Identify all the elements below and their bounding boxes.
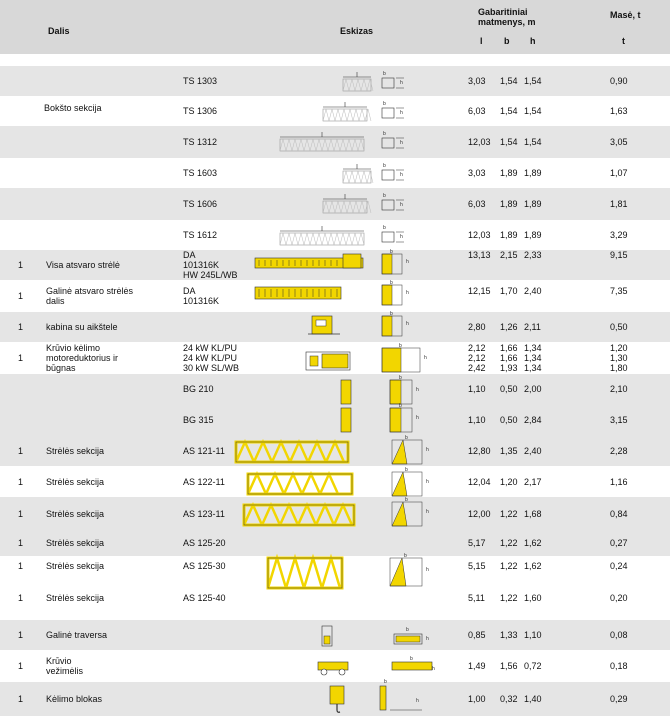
group-label-tower-1: Bokšto sekcija [44, 103, 102, 113]
height-cell: 1,62 [524, 561, 542, 571]
tower-section-side-sketch [323, 192, 367, 214]
length-cell: 6,03 [468, 106, 486, 116]
height-cell: 0,72 [524, 661, 542, 671]
length-cell: 1,10 [468, 414, 486, 425]
length-cell: 12,04 [468, 476, 491, 487]
model-cell: AS 125-40 [183, 593, 226, 603]
quantity-cell: 1 [18, 661, 24, 671]
sketch-dimension-label: h [406, 290, 409, 296]
quantity-cell: 1 [18, 322, 24, 332]
model-cell: AS 123-11 [183, 508, 225, 519]
length-cell: 1,49 [468, 661, 486, 671]
width-cell: 1,22 [500, 593, 518, 603]
width-cell: 0,50 [500, 384, 518, 394]
height-cell: 2,11 [524, 322, 541, 332]
table-header [0, 0, 670, 54]
height-cell: 1,60 [524, 593, 542, 603]
sketch-dimension-label: b [384, 679, 387, 685]
sketch-dimension-label: b [399, 343, 402, 349]
sketch-dimension-label: h [400, 234, 403, 240]
tower-section-side-sketch [343, 162, 371, 184]
mass-cell: 0,08 [610, 630, 628, 640]
length-cell: 2,12 2,12 2,42 [468, 343, 486, 373]
mass-cell: 2,10 [610, 384, 628, 394]
sketch-dimension-label: h [432, 666, 435, 672]
tower-section-side-sketch [323, 100, 367, 122]
mass-cell: 0,20 [610, 593, 628, 603]
quantity-cell: 1 [18, 593, 24, 603]
width-cell: 1,26 [500, 322, 518, 332]
section-end-view-sketch [380, 192, 408, 214]
sketch-dimension-label: b [399, 403, 402, 409]
length-cell: 5,15 [468, 561, 486, 571]
sketch-dimension-label: b [390, 311, 393, 317]
model-cell: TS 1312 [183, 137, 218, 147]
part-name-cell: Strėlės sekcija [46, 445, 105, 456]
width-cell: 1,22 [500, 508, 518, 519]
height-cell: 2,17 [524, 476, 542, 487]
part-name-cell: Krūvio vežimėlis [46, 656, 84, 676]
jib-section-as122-sketch [248, 474, 352, 494]
sketch-dimension-label: b [383, 101, 386, 107]
section-end-view-sketch [380, 130, 408, 152]
mass-cell: 3,05 [610, 137, 628, 147]
height-cell: 2,40 [524, 286, 542, 296]
mass-cell: 1,81 [610, 199, 628, 209]
mass-cell: 0,24 [610, 561, 628, 571]
sketch-dimension-label: b [410, 656, 413, 662]
part-name-cell: Krūvio kėlimo motoreduktorius ir būgnas [46, 343, 119, 373]
length-cell: 0,85 [468, 630, 486, 640]
rear-counter-jib-side-sketch [255, 283, 345, 305]
trolley-side-sketch [316, 656, 350, 678]
section-end-view-sketch [380, 224, 408, 246]
row-band [0, 66, 670, 96]
model-cell: DA 101316K HW 245L/WB [183, 250, 238, 280]
model-cell: AS 125-30 [183, 561, 226, 571]
model-cell: TS 1306 [183, 106, 218, 116]
quantity-cell: 1 [18, 508, 24, 519]
sketch-dimension-label: h [406, 259, 409, 265]
part-name-cell: Galinė traversa [46, 630, 108, 640]
height-cell: 1,54 [524, 106, 542, 116]
header-l: l [480, 36, 483, 46]
sketch-dimension-label: h [400, 202, 403, 208]
mass-cell: 2,28 [610, 445, 628, 456]
quantity-cell: 1 [18, 445, 24, 456]
length-cell: 5,17 [468, 538, 486, 548]
sketch-dimension-label: h [406, 321, 409, 327]
section-end-view-sketch [380, 162, 408, 184]
header-t: t [622, 36, 625, 46]
width-cell: 1,22 [500, 538, 518, 548]
sketch-dimension-label: b [405, 467, 408, 473]
model-cell: DA 101316K [183, 286, 220, 306]
header-dalis: Dalis [48, 26, 70, 36]
header-mase: Masė, t [610, 10, 641, 20]
sketch-dimension-label: b [405, 435, 408, 441]
mass-cell: 1,20 1,30 1,80 [610, 343, 628, 373]
height-cell: 2,40 [524, 445, 542, 456]
part-name-cell: kabina su aikštele [46, 322, 118, 332]
trolley-end-sketch [390, 656, 436, 678]
length-cell: 12,15 [468, 286, 491, 296]
length-cell: 3,03 [468, 168, 486, 178]
length-cell: 3,03 [468, 76, 486, 86]
model-cell: TS 1612 [183, 230, 218, 240]
model-cell: BG 315 [183, 414, 214, 425]
model-cell: TS 1603 [183, 168, 218, 178]
sketch-dimension-label: b [383, 71, 386, 77]
sketch-dimension-label: h [426, 447, 429, 453]
length-cell: 1,10 [468, 384, 486, 394]
mass-cell: 0,90 [610, 76, 628, 86]
part-name-cell: Strėlės sekcija [46, 508, 105, 519]
hoist-winch-side-sketch [306, 348, 352, 372]
header-eskizas: Eskizas [340, 26, 374, 36]
sketch-dimension-label: b [406, 627, 409, 633]
height-cell: 1,62 [524, 538, 542, 548]
width-cell: 1,56 [500, 661, 518, 671]
rear-traverse-end-sketch [392, 626, 432, 648]
model-cell: AS 121-11 [183, 445, 225, 456]
length-cell: 12,00 [468, 508, 491, 519]
section-end-view-sketch [380, 70, 408, 92]
row-band [0, 374, 670, 435]
sketch-dimension-label: b [383, 193, 386, 199]
header-b: b [504, 36, 510, 46]
model-cell: AS 122-11 [183, 476, 225, 487]
mass-cell: 7,35 [610, 286, 628, 296]
part-name-cell: Galinė atsvaro strėlės dalis [46, 286, 134, 306]
width-cell: 1,54 [500, 137, 518, 147]
quantity-cell: 1 [18, 561, 24, 571]
sketch-dimension-label: b [405, 497, 408, 503]
quantity-cell: 1 [18, 353, 24, 363]
sketch-dimension-label: b [404, 553, 407, 559]
sketch-dimension-label: h [426, 509, 429, 515]
height-cell: 1,10 [524, 630, 542, 640]
part-name-cell: Strėlės sekcija [46, 476, 105, 487]
sketch-dimension-label: b [390, 249, 393, 255]
height-cell: 1,34 1,34 1,34 [524, 343, 542, 373]
height-cell: 1,89 [524, 199, 542, 209]
mass-cell: 1,16 [610, 476, 628, 487]
model-cell: TS 1303 [183, 76, 218, 86]
header-h: h [530, 36, 536, 46]
section-end-view-sketch [380, 100, 408, 122]
rear-traverse-side-sketch [320, 624, 334, 648]
sketch-dimension-label: h [426, 567, 429, 573]
sketch-dimension-label: h [416, 698, 419, 704]
header-gabaritiniai: Gabaritiniai [478, 7, 528, 17]
quantity-cell: 1 [18, 630, 24, 640]
height-cell: 2,33 [524, 250, 542, 260]
jib-section-as122-end-sketch [390, 467, 434, 502]
tower-section-side-sketch [280, 224, 364, 246]
jib-section-as125-end-sketch [388, 553, 434, 592]
width-cell: 0,50 [500, 414, 518, 425]
sketch-dimension-label: h [400, 172, 403, 178]
quantity-cell: 1 [18, 538, 24, 548]
height-cell: 1,54 [524, 76, 542, 86]
ballast-bg210-side-sketch [340, 378, 352, 406]
quantity-cell: 1 [18, 476, 24, 487]
part-name-cell: Strėlės sekcija [46, 593, 105, 603]
jib-section-as125-sketch [268, 558, 342, 588]
rear-counter-jib-end-sketch [380, 280, 414, 311]
mass-cell: 0,29 [610, 694, 628, 704]
model-cell: BG 210 [183, 384, 214, 394]
width-cell: 1,66 1,66 1,93 [500, 343, 518, 373]
width-cell: 1,89 [500, 199, 518, 209]
model-cell: TS 1606 [183, 199, 218, 209]
length-cell: 5,11 [468, 593, 485, 603]
sketch-dimension-label: b [383, 225, 386, 231]
height-cell: 1,89 [524, 230, 542, 240]
quantity-cell: 1 [18, 291, 24, 301]
sketch-dimension-label: b [383, 131, 386, 137]
mass-cell: 0,18 [610, 661, 628, 671]
width-cell: 2,15 [500, 250, 518, 260]
mass-cell: 1,07 [610, 168, 628, 178]
sketch-dimension-label: b [399, 375, 402, 381]
counter-jib-side-sketch [255, 252, 365, 274]
height-cell: 1,40 [524, 694, 542, 704]
mass-cell: 1,63 [610, 106, 628, 116]
hook-block-side-sketch [326, 684, 348, 714]
quantity-cell: 1 [18, 260, 24, 270]
quantity-cell: 1 [18, 694, 24, 704]
mass-cell: 3,15 [610, 414, 628, 425]
ballast-bg315-end-sketch [388, 403, 424, 438]
sketch-dimension-label: b [390, 280, 393, 286]
jib-section-as121-sketch [236, 442, 348, 462]
height-cell: 1,54 [524, 137, 542, 147]
header-matmenys: matmenys, m [478, 17, 536, 27]
hook-block-end-sketch [376, 679, 426, 714]
length-cell: 12,80 [468, 445, 491, 456]
mass-cell: 0,84 [610, 508, 628, 519]
sketch-dimension-label: h [426, 636, 429, 642]
sketch-dimension-label: h [416, 415, 419, 421]
width-cell: 1,89 [500, 168, 518, 178]
model-cell: AS 125-20 [183, 538, 226, 548]
sketch-dimension-label: h [400, 110, 403, 116]
part-name-cell: Strėlės sekcija [46, 538, 105, 548]
cabin-end-sketch [380, 311, 414, 342]
width-cell: 1,89 [500, 230, 518, 240]
height-cell: 2,00 [524, 384, 542, 394]
sketch-dimension-label: h [424, 355, 427, 361]
model-cell: 24 kW KL/PU 24 kW KL/PU 30 kW SL/WB [183, 343, 240, 373]
counter-jib-end-sketch [380, 249, 414, 280]
width-cell: 1,54 [500, 106, 518, 116]
length-cell: 12,03 [468, 230, 491, 240]
length-cell: 2,80 [468, 322, 486, 332]
length-cell: 1,00 [468, 694, 486, 704]
cabin-side-sketch [308, 314, 342, 338]
jib-section-as123-sketch [244, 505, 354, 525]
sketch-dimension-label: h [400, 140, 403, 146]
mass-cell: 0,27 [610, 538, 628, 548]
width-cell: 1,35 [500, 445, 518, 456]
width-cell: 1,70 [500, 286, 518, 296]
hoist-winch-end-sketch [380, 343, 432, 378]
height-cell: 1,68 [524, 508, 542, 519]
length-cell: 13,13 [468, 250, 491, 260]
jib-section-as121-end-sketch [390, 435, 434, 470]
sketch-dimension-label: h [426, 479, 429, 485]
sketch-dimension-label: h [416, 387, 419, 393]
mass-cell: 3,29 [610, 230, 628, 240]
sketch-dimension-label: h [400, 80, 403, 86]
sketch-dimension-label: b [383, 163, 386, 169]
tower-section-side-sketch [343, 70, 371, 92]
width-cell: 0,32 [500, 694, 518, 704]
height-cell: 2,84 [524, 414, 542, 425]
jib-section-as123-end-sketch [390, 497, 434, 532]
length-cell: 12,03 [468, 137, 491, 147]
width-cell: 1,20 [500, 476, 518, 487]
part-name-cell: Visa atsvaro strėlė [46, 260, 120, 270]
width-cell: 1,33 [500, 630, 518, 640]
part-name-cell: Strėlės sekcija [46, 561, 105, 571]
part-name-cell: Kėlimo blokas [46, 694, 103, 704]
width-cell: 1,22 [500, 561, 518, 571]
width-cell: 1,54 [500, 76, 518, 86]
height-cell: 1,89 [524, 168, 542, 178]
mass-cell: 0,50 [610, 322, 628, 332]
ballast-bg315-side-sketch [340, 406, 352, 434]
length-cell: 6,03 [468, 199, 486, 209]
mass-cell: 9,15 [610, 250, 628, 260]
tower-section-side-sketch [280, 130, 364, 152]
